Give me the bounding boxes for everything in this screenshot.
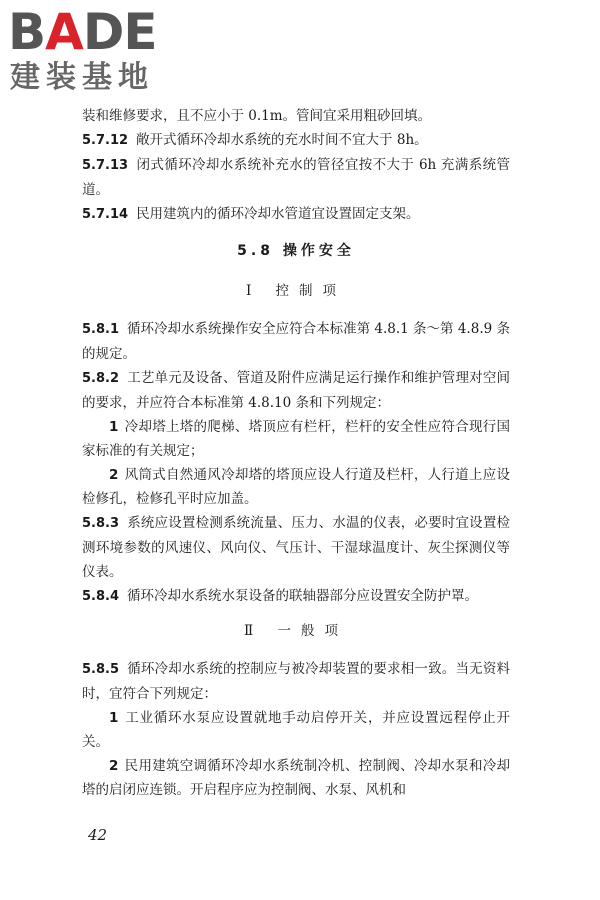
clause-text: 敞开式循环冷却水系统的充水时间不宜大于 8h。 [136,132,428,148]
clause-text: 循环冷却水系统的控制应与被冷却装置的要求相一致。当无资料时，宜符合下列规定： [82,661,510,702]
clause-number: 5.8.1 [82,322,120,337]
clause-number: 5.7.14 [82,207,129,222]
clause-text: 循环冷却水系统操作安全应符合本标准第 4.8.1 条～第 4.8.9 条的规定。 [82,321,510,362]
item-text: 风筒式自然通风冷却塔的塔顶应设人行道及栏杆，人行道上应设检修孔，检修孔平时应加盖。 [82,467,510,507]
document-body [82,104,510,802]
item-number: 1 [109,419,119,435]
clause-number: 5.8.4 [82,589,120,604]
clause-number: 5.7.13 [82,158,129,173]
item-number: 2 [109,467,119,483]
logo-subtitle: 建装基地 [10,60,154,95]
section-heading: 5.8 操作安全 [237,243,355,259]
clause-5-8-5 [82,657,510,706]
continued-line: 装和维修要求，且不应小于 0.1m。管间宜采用粗砂回填。 [82,108,432,124]
item-text: 民用建筑空调循环冷却水系统制冷机、控制阀、冷却水泵和冷却塔的启闭应连锁。开启程序应为控制阀、水泵、风机和 [82,758,510,798]
clause-number: 5.7.12 [82,133,129,148]
list-item [82,415,510,463]
item-text: 工业循环水泵应设置就地手动启停开关，并应设置远程停止开关。 [82,710,510,750]
clause-5-7-12 [82,128,510,153]
clause-number: 5.8.5 [82,662,120,677]
clause-5-7-13 [82,153,510,202]
item-number: 1 [109,710,119,726]
list-item [82,463,510,511]
logo-wordmark: BADE [8,3,157,61]
clause-text: 循环冷却水系统水泵设备的联轴器部分应设置安全防护罩。 [127,588,479,604]
clause-text: 民用建筑内的循环冷却水管道宜设置固定支架。 [136,206,420,222]
clause-5-8-3 [82,511,510,584]
clause-5-8-1 [82,317,510,366]
bade-logo [8,3,188,101]
clause-5-8-4 [82,584,510,609]
clause-number: 5.8.2 [82,371,120,386]
list-item [82,754,510,802]
list-item [82,706,510,754]
page-number: 42 [88,826,108,844]
subsection-heading-control: Ⅰ 控制项 [245,283,347,299]
item-number: 2 [109,758,119,774]
subsection-heading-general: Ⅱ 一般项 [244,623,348,639]
item-text: 冷却塔上塔的爬梯、塔顶应有栏杆，栏杆的安全性应符合现行国家标准的有关规定； [82,419,510,459]
clause-text: 系统应设置检测系统流量、压力、水温的仪表，必要时宜设置检测环境参数的风速仪、风向仪、气压计、干湿球温度计、灰尘探测仪等仪表。 [82,515,510,580]
clause-text: 闭式循环冷却水系统补充水的管径宜按不大于 6h 充满系统管道。 [82,157,510,198]
clause-5-7-14 [82,202,510,227]
clause-5-8-2 [82,366,510,415]
clause-text: 工艺单元及设备、管道及附件应满足运行操作和维护管理对空间的要求，并应符合本标准第 4.8.10 条和下列规定： [82,370,510,411]
clause-number: 5.8.3 [82,516,120,531]
